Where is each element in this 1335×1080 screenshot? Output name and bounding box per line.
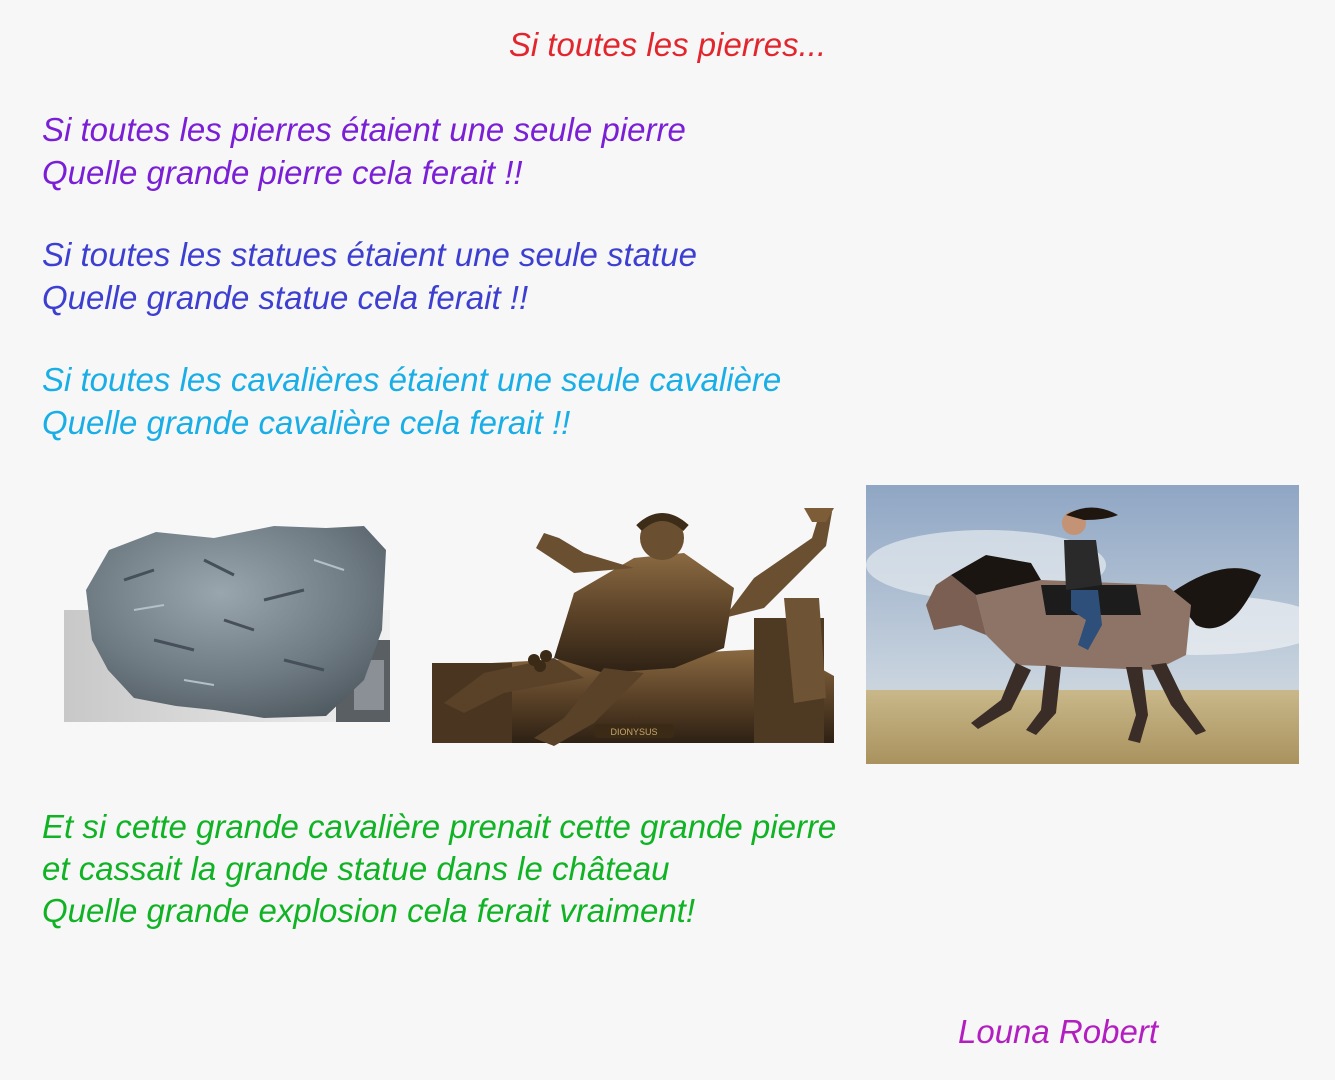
horse-rider-image (866, 485, 1299, 764)
verse-line: Si toutes les cavalières étaient une seule cavalière (42, 361, 782, 398)
author-signature: Louna Robert (958, 1013, 1158, 1050)
dionysus-statue-image (424, 498, 840, 750)
verse-line: Quelle grande explosion cela ferait vraiment! (42, 892, 696, 929)
verse-line: Quelle grande pierre cela ferait !! (42, 154, 523, 191)
stanza-finale (42, 806, 836, 932)
verse-line: Si toutes les pierres étaient une seule pierre (42, 111, 686, 148)
stanza-riders (42, 358, 781, 444)
verse-line: Quelle grande statue cela ferait !! (42, 279, 529, 316)
statue-plaque-label: DIONYSUS (610, 727, 658, 737)
verse-line: Si toutes les statues étaient une seule statue (42, 236, 697, 273)
verse-line: Et si cette grande cavalière prenait cette grande pierre (42, 808, 837, 845)
stanza-statues (42, 233, 697, 319)
verse-line: Quelle grande cavalière cela ferait !! (42, 404, 571, 441)
stanza-stones (42, 108, 686, 194)
poem-title: Si toutes les pierres... (508, 26, 827, 63)
verse-line: et cassait la grande statue dans le château (42, 850, 670, 887)
stone-image (64, 520, 390, 722)
